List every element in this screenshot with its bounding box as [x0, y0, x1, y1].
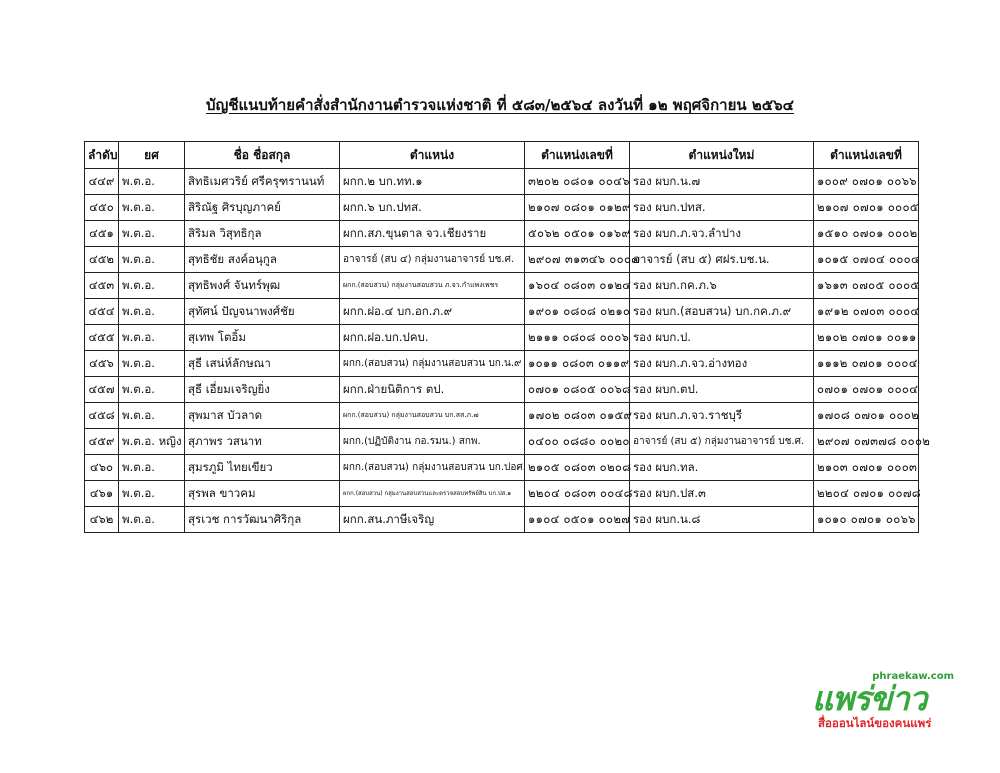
cell-name: สิริณัฐ ศิรบุญภาคย์ [185, 195, 340, 221]
table-row [85, 273, 919, 299]
cell-new-position-no: ๑๐๑๕ ๐๗๐๔ ๐๐๐๔ [814, 247, 919, 273]
header-rank: ยศ [119, 142, 185, 169]
cell-position: ผกก.(สอบสวน) กลุ่มงานสอบสวน บก.น.๙ [340, 351, 525, 377]
cell-name: สุมรภูมิ ไทยเขียว [185, 455, 340, 481]
cell-position-no: ๒๒๐๔ ๐๘๐๓ ๐๐๔๘ [525, 481, 630, 507]
cell-order: ๔๖๑ [85, 481, 119, 507]
table-row [85, 507, 919, 533]
cell-order: ๔๕๐ [85, 195, 119, 221]
cell-position-no: ๑๗๐๒ ๐๘๐๓ ๐๑๕๙ [525, 403, 630, 429]
header-name: ชื่อ ชื่อสกุล [185, 142, 340, 169]
table-header-row [85, 142, 919, 169]
cell-name: สุรเวช การวัฒนาศิริกุล [185, 507, 340, 533]
table-row [85, 429, 919, 455]
cell-rank: พ.ต.อ. [119, 299, 185, 325]
cell-position-no: ๑๐๑๑ ๐๘๐๓ ๐๑๑๙ [525, 351, 630, 377]
cell-position-no: ๑๑๐๔ ๐๕๐๑ ๐๐๒๗ [525, 507, 630, 533]
cell-position-no: ๒๑๐๗ ๐๘๐๑ ๐๑๒๙ [525, 195, 630, 221]
phraekaw-logo [808, 671, 968, 733]
cell-new-position: รอง ผบก.น.๘ [630, 507, 814, 533]
cell-rank: พ.ต.อ. [119, 481, 185, 507]
cell-new-position: รอง ผบก.ภ.จว.ลำปาง [630, 221, 814, 247]
cell-position: ผกก.สน.ภาษีเจริญ [340, 507, 525, 533]
cell-name: สุภาพร วสนาท [185, 429, 340, 455]
cell-position: ผกก.๒ บก.ทท.๑ [340, 169, 525, 195]
cell-new-position: รอง ผบก.ทล. [630, 455, 814, 481]
cell-order: ๔๕๘ [85, 403, 119, 429]
cell-position-no: ๓๒๐๒ ๐๘๐๑ ๐๐๔๖ [525, 169, 630, 195]
cell-name: สุธี เอี่ยมเจริญยิ่ง [185, 377, 340, 403]
cell-new-position: รอง ผบก.(สอบสวน) บก.กค.ภ.๙ [630, 299, 814, 325]
cell-position: ผกก.ฝ่ายนิติการ ตป. [340, 377, 525, 403]
table-row [85, 195, 919, 221]
cell-new-position: รอง ผบก.กค.ภ.๖ [630, 273, 814, 299]
cell-order: ๔๕๙ [85, 429, 119, 455]
appointment-table [84, 141, 931, 533]
cell-position-no: ๑๖๐๔ ๐๘๐๓ ๐๑๒๔ [525, 273, 630, 299]
cell-new-position: รอง ผบก.ตป. [630, 377, 814, 403]
cell-name: สุทธิพงศ์ จันทร์พุฒ [185, 273, 340, 299]
cell-position: ผกก.(สอบสวน) กลุ่มงานสอบสวน บก.สส.ภ.๗ [340, 403, 525, 429]
cell-order: ๔๔๙ [85, 169, 119, 195]
document-title: บัญชีแนบท้ายคำสั่งสำนักงานตำรวจแห่งชาติ ที่ ๕๘๓/๒๕๖๔ ลงวันที่ ๑๒ พฤศจิกายน ๒๕๖๔ [206, 96, 794, 114]
cell-new-position-no: ๒๑๐๓ ๐๗๐๑ ๐๐๐๓ [814, 455, 919, 481]
table-row [85, 403, 919, 429]
logo-site-url: phraekaw.com [872, 671, 954, 682]
cell-new-position-no: ๑๙๑๒ ๐๗๐๓ ๐๐๐๔ [814, 299, 919, 325]
cell-rank: พ.ต.อ. [119, 195, 185, 221]
table-row [85, 221, 919, 247]
cell-new-position-no: ๑๖๑๓ ๐๗๐๕ ๐๐๐๕ [814, 273, 919, 299]
table-row [85, 325, 919, 351]
cell-position-no: ๒๑๐๕ ๐๘๐๓ ๐๒๐๘ [525, 455, 630, 481]
cell-new-position: รอง ผบก.น.๗ [630, 169, 814, 195]
cell-order: ๔๕๕ [85, 325, 119, 351]
cell-order: ๔๕๑ [85, 221, 119, 247]
cell-new-position-no: ๒๑๐๒ ๐๗๐๑ ๐๐๑๑ [814, 325, 919, 351]
cell-order: ๔๕๓ [85, 273, 119, 299]
cell-name: สุทัศน์ ปัญจนาพงศ์ชัย [185, 299, 340, 325]
cell-position-no: ๕๐๖๒ ๐๕๐๑ ๐๑๖๙ [525, 221, 630, 247]
cell-new-position: อาจารย์ (สบ ๕) ศฝร.บช.น. [630, 247, 814, 273]
cell-rank: พ.ต.อ. [119, 247, 185, 273]
cell-new-position-no: ๑๕๑๐ ๐๗๐๑ ๐๐๐๒ [814, 221, 919, 247]
cell-order: ๔๕๖ [85, 351, 119, 377]
cell-rank: พ.ต.อ. [119, 455, 185, 481]
cell-new-position: รอง ผบก.ป. [630, 325, 814, 351]
table-row [85, 247, 919, 273]
cell-new-position: อาจารย์ (สบ ๕) กลุ่มงานอาจารย์ บช.ศ. [630, 429, 814, 455]
cell-rank: พ.ต.อ. หญิง [119, 429, 185, 455]
cell-name: สุพมาส บัวลาด [185, 403, 340, 429]
cell-order: ๔๖๒ [85, 507, 119, 533]
cell-new-position-no: ๐๗๐๑ ๐๗๐๑ ๐๐๐๔ [814, 377, 919, 403]
table-row [85, 377, 919, 403]
cell-name: สุทธิชัย สงค์อนุกูล [185, 247, 340, 273]
cell-rank: พ.ต.อ. [119, 221, 185, 247]
logo-tagline: สื่อออนไลน์ของคนแพร่ [818, 716, 932, 730]
cell-new-position-no: ๒๙๐๗ ๐๗๓๗๘ ๐๐๐๒ [814, 429, 919, 455]
cell-rank: พ.ต.อ. [119, 325, 185, 351]
cell-position: อาจารย์ (สบ ๔) กลุ่มงานอาจารย์ บช.ศ. [340, 247, 525, 273]
cell-new-position-no: ๑๐๑๐ ๐๗๐๑ ๐๐๖๖ [814, 507, 919, 533]
cell-position-no: ๒๙๐๗ ๓๑๓๔๖ ๐๐๐๗ [525, 247, 630, 273]
cell-position: ผกก.ฝอ.๔ บก.อก.ภ.๙ [340, 299, 525, 325]
cell-position: ผกก.๖ บก.ปทส. [340, 195, 525, 221]
cell-rank: พ.ต.อ. [119, 273, 185, 299]
cell-rank: พ.ต.อ. [119, 403, 185, 429]
cell-rank: พ.ต.อ. [119, 377, 185, 403]
cell-position-no: ๒๑๑๑ ๐๘๐๘ ๐๐๐๖ [525, 325, 630, 351]
cell-order: ๔๖๐ [85, 455, 119, 481]
cell-name: สุเทพ โตอิ้ม [185, 325, 340, 351]
table-row [85, 299, 919, 325]
table-row [85, 481, 919, 507]
cell-new-position: รอง ผบก.ภ.จว.อ่างทอง [630, 351, 814, 377]
cell-new-position: รอง ผบก.ภ.จว.ราชบุรี [630, 403, 814, 429]
cell-order: ๔๕๗ [85, 377, 119, 403]
cell-name: สุรพล ขาวคม [185, 481, 340, 507]
cell-position: ผกก.ฝอ.บก.ปคบ. [340, 325, 525, 351]
header-order: ลำดับ [85, 142, 119, 169]
cell-name: สิริมล วิสุทธิกุล [185, 221, 340, 247]
table-row [85, 455, 919, 481]
table-row [85, 351, 919, 377]
cell-name: สิทธิเมศวริย์ ศรีครุฑรานนท์ [185, 169, 340, 195]
cell-position: ผกก.(ปฏิบัติงาน กอ.รมน.) สกพ. [340, 429, 525, 455]
cell-new-position: รอง ผบก.ปส.๓ [630, 481, 814, 507]
cell-rank: พ.ต.อ. [119, 169, 185, 195]
cell-position-no: ๑๙๐๑ ๐๘๐๘ ๐๒๑๐ [525, 299, 630, 325]
header-new-position-no: ตำแหน่งเลขที่ [814, 142, 919, 169]
cell-position-no: ๐๔๐๐ ๐๘๘๐ ๐๐๒๐ [525, 429, 630, 455]
cell-position: ผกก.(สอบสวน) กลุ่มงานสอบสวน ภ.จว.กำแพงเพชร [340, 273, 525, 299]
cell-new-position-no: ๑๑๑๒ ๐๗๐๑ ๐๐๐๔ [814, 351, 919, 377]
cell-new-position-no: ๒๒๐๔ ๐๗๐๑ ๐๐๗๘ [814, 481, 919, 507]
cell-new-position-no: ๑๗๐๘ ๐๗๐๑ ๐๐๐๒ [814, 403, 919, 429]
cell-position-no: ๐๗๐๑ ๐๘๐๕ ๐๐๖๘ [525, 377, 630, 403]
cell-order: ๔๕๒ [85, 247, 119, 273]
header-position-no: ตำแหน่งเลขที่ [525, 142, 630, 169]
cell-position: ผกก.สภ.ขุนตาล จว.เชียงราย [340, 221, 525, 247]
cell-new-position: รอง ผบก.ปทส. [630, 195, 814, 221]
cell-new-position-no: ๒๑๐๗ ๐๗๐๑ ๐๐๐๕ [814, 195, 919, 221]
header-position: ตำแหน่ง [340, 142, 525, 169]
cell-order: ๔๕๔ [85, 299, 119, 325]
cell-new-position-no: ๑๐๐๙ ๐๗๐๑ ๐๐๖๖ [814, 169, 919, 195]
header-new-position: ตำแหน่งใหม่ [630, 142, 814, 169]
table-row [85, 169, 919, 195]
cell-rank: พ.ต.อ. [119, 351, 185, 377]
cell-position: ผกก.(สอบสวน) กลุ่มงานสอบสวน บก.ปอศ. [340, 455, 525, 481]
cell-position: ผกก.(สอบสวน) กลุ่มงานสอบสวนและตรวจสอบทรัพย์สิน บก.ปส.๑ [340, 481, 525, 507]
cell-rank: พ.ต.อ. [119, 507, 185, 533]
logo-brand-text: แพร่ข่าว [812, 679, 927, 718]
cell-name: สุธี เสน่ห์ลักษณา [185, 351, 340, 377]
